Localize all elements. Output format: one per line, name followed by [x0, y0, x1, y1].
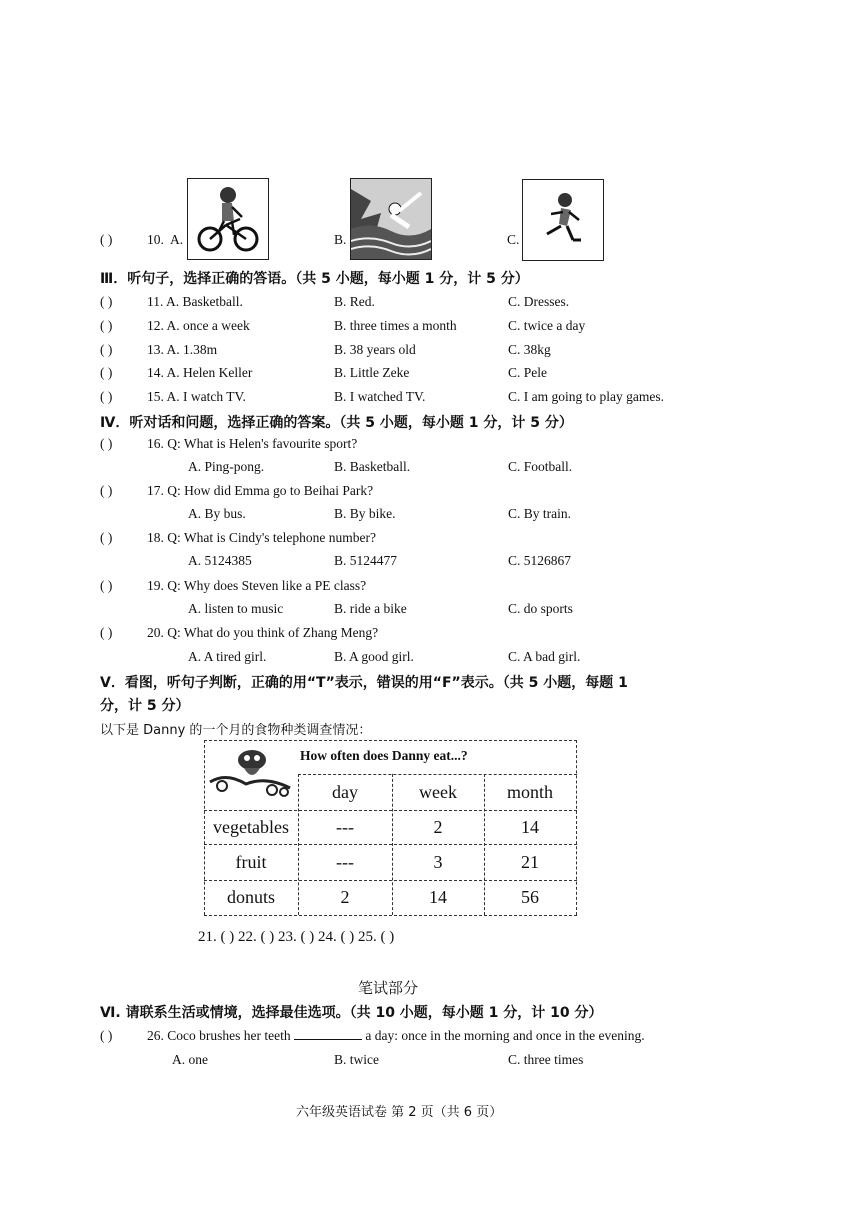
table-title: How often does Danny eat...?	[300, 748, 468, 763]
q11-option-a: 11. A. Basketball.	[147, 294, 243, 309]
q17-option-c: C. By train.	[508, 506, 571, 521]
q26-question-start: 26. Coco brushes her teeth	[147, 1028, 291, 1043]
q17-option-b: B. By bike.	[334, 506, 396, 521]
section5-answer-blanks[interactable]: 21. ( ) 22. ( ) 23. ( ) 24. ( ) 25. ( )	[198, 929, 395, 945]
col-header-week: week	[419, 781, 457, 802]
q16-question: 16. Q: What is Helen's favourite sport?	[147, 436, 358, 451]
q10-number: 10.	[147, 232, 164, 247]
q18-option-c: C. 5126867	[508, 553, 572, 568]
q14-paren: ( )	[100, 365, 113, 380]
q16-paren: ( )	[100, 436, 113, 451]
q13-paren: ( )	[100, 342, 113, 357]
q12-option-b: B. three times a month	[334, 318, 457, 333]
q26-option-a: A. one	[172, 1052, 208, 1067]
q18-question: 18. Q: What is Cindy's telephone number?	[147, 530, 377, 545]
q15-option-b: B. I watched TV.	[334, 389, 426, 404]
boy-riding-bike-icon	[187, 178, 269, 260]
table-cell: 14	[521, 816, 539, 837]
table-cell: 14	[429, 887, 447, 907]
q15-option-c: C. I am going to play games.	[508, 389, 664, 404]
section3-heading: Ⅲ．听句子，选择正确的答语。（共 5 小题，每小题 1 分，计 5 分）	[100, 271, 529, 287]
table-cell: ---	[336, 816, 354, 837]
q16-option-b: B. Basketball.	[334, 459, 411, 474]
q19-question: 19. Q: Why does Steven like a PE class?	[147, 578, 367, 593]
table-cell: 2	[433, 816, 443, 837]
section5-heading-cont: 分，计 5 分）	[100, 698, 190, 714]
q20-paren: ( )	[100, 625, 113, 640]
section5-intro: 以下是 Danny 的一个月的食物种类调查情况：	[100, 723, 372, 738]
q26-answer-blank[interactable]	[294, 1029, 362, 1040]
page-footer: 六年级英语试卷 第 2 页（共 6 页）	[296, 1105, 503, 1120]
row-label-vegetables: vegetables	[213, 816, 289, 837]
written-part-title: 笔试部分	[358, 979, 419, 997]
q12-option-c: C. twice a day	[508, 318, 586, 333]
danny-cartoon-icon	[206, 742, 296, 808]
q10-option-a-letter: A.	[170, 232, 184, 247]
q13-option-c: C. 38kg	[508, 342, 551, 357]
q14-option-a: 14. A. Helen Keller	[147, 365, 253, 380]
q18-paren: ( )	[100, 530, 113, 545]
table-cell: 56	[521, 887, 539, 907]
q19-option-a: A. listen to music	[188, 601, 284, 616]
q15-option-a: 15. A. I watch TV.	[147, 389, 246, 404]
q20-option-b: B. A good girl.	[334, 649, 414, 664]
boy-running-icon	[522, 179, 604, 261]
q10-option-c-letter: C.	[507, 232, 520, 247]
q12-option-a: 12. A. once a week	[147, 318, 250, 333]
food-survey-table	[204, 740, 577, 916]
q16-option-c: C. Football.	[508, 459, 573, 474]
q11-paren: ( )	[100, 294, 113, 309]
q26-option-b: B. twice	[334, 1052, 379, 1067]
section6-heading: Ⅵ. 请联系生活或情境，选择最佳选项。（共 10 小题，每小题 1 分，计 10 分）	[100, 1005, 603, 1021]
q12-paren: ( )	[100, 318, 113, 333]
col-header-day: day	[332, 781, 358, 802]
section4-heading: Ⅳ．听对话和问题，选择正确的答案。（共 5 小题，每小题 1 分，计 5 分）	[100, 415, 573, 431]
q18-option-a: A. 5124385	[188, 553, 252, 568]
row-label-fruit: fruit	[235, 851, 267, 872]
q11-option-b: B. Red.	[334, 294, 375, 309]
q17-option-a: A. By bus.	[188, 506, 246, 521]
person-swimming-icon	[350, 178, 432, 260]
q10-paren: ( )	[100, 232, 113, 247]
q20-option-a: A. A tired girl.	[188, 649, 267, 664]
row-label-donuts: donuts	[226, 887, 275, 907]
q19-option-b: B. ride a bike	[334, 601, 407, 616]
q17-paren: ( )	[100, 483, 113, 498]
q20-option-c: C. A bad girl.	[508, 649, 581, 664]
q14-option-b: B. Little Zeke	[334, 365, 410, 380]
col-header-month: month	[506, 781, 553, 802]
section5-heading: Ⅴ．看图，听句子判断，正确的用“T”表示，错误的用“F”表示。（共 5 小题，每题 1	[100, 675, 628, 691]
q20-question: 20. Q: What do you think of Zhang Meng?	[147, 625, 379, 640]
table-cell: 2	[340, 887, 350, 907]
q13-option-a: 13. A. 1.38m	[147, 342, 218, 357]
table-cell: ---	[336, 851, 354, 872]
q19-paren: ( )	[100, 578, 113, 593]
q13-option-b: B. 38 years old	[334, 342, 416, 357]
q14-option-c: C. Pele	[508, 365, 547, 380]
table-cell: 3	[433, 851, 443, 872]
q10-option-b-letter: B.	[334, 232, 347, 247]
q17-question: 17. Q: How did Emma go to Beihai Park?	[147, 483, 374, 498]
q15-paren: ( )	[100, 389, 113, 404]
table-cell: 21	[521, 851, 539, 872]
q18-option-b: B. 5124477	[334, 553, 398, 568]
q19-option-c: C. do sports	[508, 601, 573, 616]
q26-question-end: a day: once in the morning and once in the evening.	[365, 1028, 645, 1043]
q11-option-c: C. Dresses.	[508, 294, 570, 309]
q26-paren: ( )	[100, 1028, 113, 1043]
q16-option-a: A. Ping-pong.	[188, 459, 265, 474]
q26-option-c: C. three times	[508, 1052, 584, 1067]
q26-question	[147, 1028, 645, 1044]
